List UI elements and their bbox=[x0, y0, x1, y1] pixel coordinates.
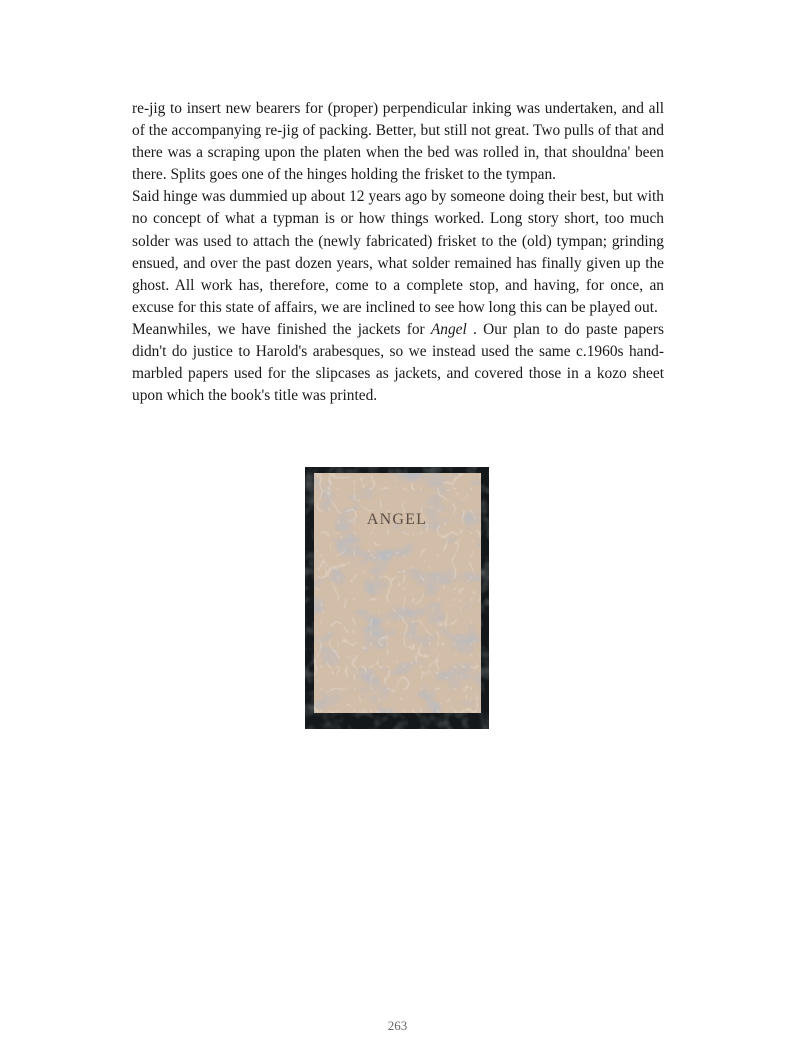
paragraph: re-jig to insert new bearers for (proper) perpendicular inking was undertaken, and all of the accompanying re-jig of packing. Better, but still not great. Two pulls of that and there was a scraping upon the platen when the bed was rolled in, that shouldna' been there. Splits goes one of the hinges holding the frisket to the tympan. bbox=[132, 100, 664, 184]
paragraph-text: . Our plan to do paste papers didn't do justice to Harold's arabesques, so we instead used the same c.1960s hand-marbled papers used for the slipcases as jackets, and covered those in a kozo sheet upon which the book's title was printed. bbox=[132, 320, 664, 405]
kozo-overlay bbox=[314, 473, 481, 713]
paragraph-text: Meanwhiles, we have finished the jackets for bbox=[132, 320, 431, 338]
cover-title-text: ANGEL bbox=[366, 511, 428, 528]
book-jacket-photo bbox=[305, 467, 489, 729]
page-number: 263 bbox=[387, 1018, 408, 1033]
paragraph bbox=[132, 319, 664, 407]
body-text bbox=[132, 98, 664, 407]
book-title: Angel bbox=[430, 320, 467, 338]
book-jacket-image bbox=[305, 467, 489, 729]
paragraph: Said hinge was dummied up about 12 years ago by someone doing their best, but with no concept of what a typman is or how things worked. Long story short, too much solder was used to attach the (newly fabricated) frisket to the (old) tympan; grinding ensued, and over the past dozen years, what solder remained has finally given up the ghost. All work has, therefore, come to a complete stop, and having, for once, an excuse for this state of affairs, we are inclined to see how long this can be played out. bbox=[132, 188, 664, 316]
